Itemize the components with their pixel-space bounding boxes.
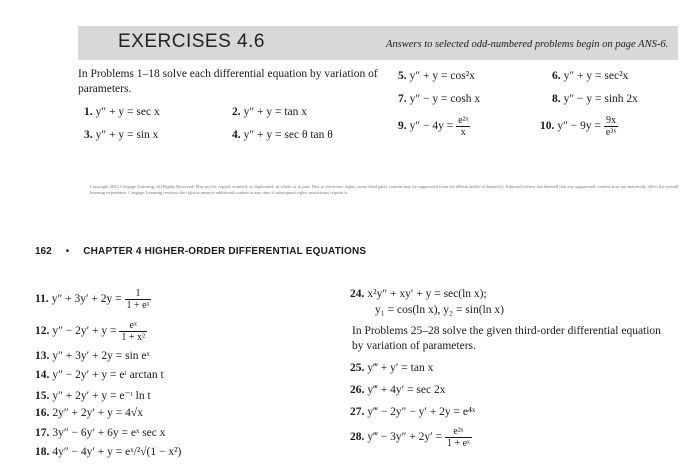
problem-24: 24. x²y″ + xy′ + y = sec(ln x); [350, 288, 487, 300]
problem-24-solutions: y₁ = cos(ln x), y₂ = sin(ln x) [375, 304, 504, 316]
problem-18: 18. 4y″ − 4y′ + y = eˣ/²√(1 − x²) [35, 446, 182, 458]
exercise-title: EXERCISES 4.6 [118, 31, 265, 52]
problem-11: 11. y″ + 3y′ + 2y = $\frac{1}{\text{1 + eˣ}}$ [35, 288, 150, 311]
fraction: $\frac{9x}{\text{e³ˣ}}$ [605, 115, 617, 138]
problem-28: 28. y‴ − 3y″ + 2y′ = $\frac{\text{e²ˣ}}{\text{1 + eˣ}}$ [350, 426, 470, 449]
problem-12: 12. y″ − 2y′ + y = $\frac{\text{eˣ}}{\text{1 + x²}}$ [35, 320, 146, 343]
chapter-heading: CHAPTER 4 HIGHER-ORDER DIFFERENTIAL EQUATIONS [83, 246, 367, 257]
problem-13: 13. y″ + 3y′ + 2y = sin eˣ [35, 350, 150, 362]
problem-15: 15. y″ + 2y′ + y = e⁻ᵗ ln t [35, 390, 151, 402]
instructions-25-28: In Problems 25–28 solve the given third-order differential equation by variation of parameters. [352, 325, 661, 352]
problem-10: 10. y″ − 9y = $\frac{9x}{\text{e³ˣ}}$ [540, 115, 617, 138]
copyright-notice: Copyright 2012 Cengage Learning. All Rights Reserved. May not be copied, scanned, or duplicated, in whole or in part. Due to electronic rights, some third party content may be suppressed from the eBook and/or eChapter(s). Editorial review has deemed that any suppressed content does not materially affect the overall learning experience. Cengage Learning reserves the right to remove additional content at any time if subsequent rights restrictions require it. [90, 184, 679, 195]
problem-9: 9. y″ − 4y = $\frac{\text{e²ˣ}}{x}$ [398, 115, 469, 138]
problem-5: 5. y″ + y = cos²x [398, 70, 475, 82]
problem-27: 27. y‴ − 2y″ − y′ + 2y = e⁴ˣ [350, 406, 476, 418]
problem-16: 16. 2y″ + 2y′ + y = 4√x [35, 407, 143, 419]
problem-7: 7. y″ − y = cosh x [398, 93, 481, 105]
problem-4: 4. y″ + y = sec θ tan θ [232, 129, 333, 141]
problem-6: 6. y″ + y = sec²x [552, 70, 629, 82]
fraction: $\frac{1}{\text{1 + eˣ}}$ [126, 288, 150, 311]
bullet: • [65, 246, 70, 257]
problem-3: 3. y″ + y = sin x [84, 129, 159, 141]
fraction: $\frac{\text{e²ˣ}}{x}$ [458, 115, 469, 138]
problem-8: 8. y″ − y = sinh 2x [552, 93, 638, 105]
answers-note: Answers to selected odd-numbered problems begin on page ANS-6. [386, 39, 669, 50]
fraction: $\frac{\text{e²ˣ}}{\text{1 + eˣ}}$ [446, 426, 470, 449]
page-number: 162 [35, 246, 52, 257]
problem-25: 25. y‴ + y′ = tan x [350, 362, 434, 374]
problem-17: 17. 3y″ − 6y′ + 6y = eˣ sec x [35, 427, 166, 439]
problem-1: 1. y″ + y = sec x [84, 106, 160, 118]
page-running-head [35, 246, 366, 257]
problem-26: 26. y‴ + 4y′ = sec 2x [350, 384, 446, 396]
fraction: $\frac{\text{eˣ}}{\text{1 + x²}}$ [121, 320, 146, 343]
instructions-1-18: In Problems 1–18 solve each differential equation by variation of parameters. [78, 68, 378, 95]
problem-14: 14. y″ − 2y′ + y = eᵗ arctan t [35, 369, 164, 381]
problem-2: 2. y″ + y = tan x [232, 106, 308, 118]
